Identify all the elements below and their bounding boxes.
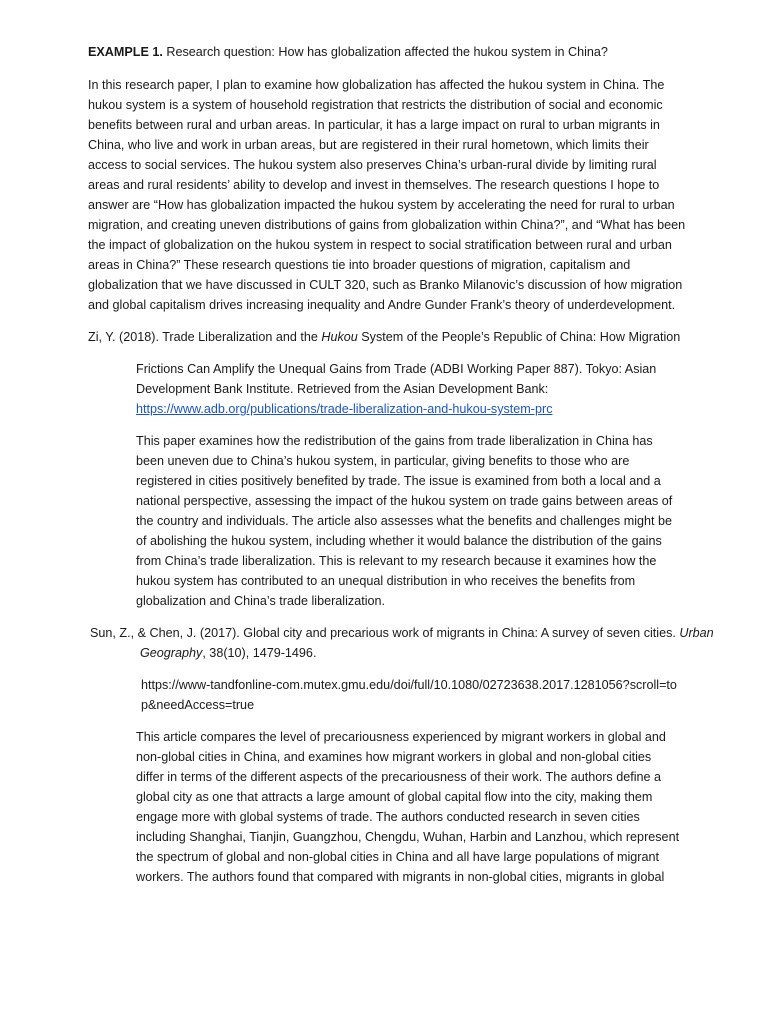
citation-1-continuation: [136, 359, 681, 419]
citation-1-authors: Zi, Y. (2018). Trade Liberalization and the: [88, 330, 322, 344]
citation-2-journal: Urban Geography: [140, 626, 714, 660]
citation-2-url: https://www-tandfonline-com.mutex.gmu.edu/doi/full/10.1080/02723638.2017.1281056?scroll=top&needAccess=true: [141, 678, 677, 712]
example-heading: [88, 42, 688, 62]
citation-2: [90, 623, 740, 663]
document-page: [88, 42, 714, 899]
citation-1-publisher: Frictions Can Amplify the Unequal Gains from Trade (ADBI Working Paper 887). Tokyo: Asian Development Bank Institute. Retrieved from the Asian Development Bank:: [136, 362, 657, 396]
summary-1: This paper examines how the redistribution of the gains from trade liberalization in China has been uneven due to China’s hukou system, in particular, giving benefits to those who are registered in cities positively benefited by trade. The issue is examined from both a local and a national perspective, assessing the impact of the hukou system on trade gains between areas of the country and individuals. The article also assesses what the benefits and challenges might be of abolishing the hukou system, including whether it would balance the distribution of the gains from China’s trade liberalization. This is relevant to my research because it examines how the hukou system has contributed to an unequal distribution in who receives the benefits from globalization and China’s trade liberalization.: [136, 434, 673, 608]
citation-1: [88, 327, 688, 347]
research-question: Research question: How has globalization affected the hukou system in China?: [162, 45, 608, 59]
summary-2: This article compares the level of precariousness experienced by migrant workers in global and non-global cities in China, and examines how migrant workers in global and non-global cities differ in terms of the different aspects of the precariousness of their work. The authors define a global city as one that attracts a large amount of global capital flow into the city, making them engage more with global systems of trade. The authors conducted research in seven cities including Shanghai, Tianjin, Guangzhou, Chengdu, Wuhan, Harbin and Lanzhou, which represent the spectrum of global and non-global cities in China and all have large populations of migrant workers. The authors found that compared with migrants in non-global cities, migrants in global: [136, 730, 680, 884]
citation-1-italic: Hukou: [321, 330, 358, 344]
citation-1-link[interactable]: https://www.adb.org/publications/trade-liberalization-and-hukou-system-prc: [136, 402, 553, 416]
intro-paragraph: In this research paper, I plan to examine how globalization has affected the hukou system in China. The hukou system is a system of household registration that restricts the distribution of social and economic benefits between rural and urban areas. In particular, it has a large impact on rural to urban migrants in China, who live and work in urban areas, but are registered in their rural hometown, which limits their access to social services. The hukou system also preserves China’s urban-rural divide by limiting rural areas and rural residents’ ability to develop and invest in themselves. The research questions I hope to answer are “How has globalization impacted the hukou system by accelerating the need for rural to urban migration, and creating uneven distributions of gains from globalization within China?”, and “What has been the impact of globalization on the hukou system in respect to social stratification between rural and urban areas in China?” These research questions tie into broader questions of migration, capitalism and globalization that we have discussed in CULT 320, such as Branko Milanovic’s discussion of how migration and global capitalism drives increasing inequality and Andre Gunder Frank’s theory of underdevelopment.: [88, 78, 686, 312]
citation-2-authors: Sun, Z., & Chen, J. (2017). Global city and precarious work of migrants in China: A survey of seven cities.: [90, 626, 680, 640]
example-label: EXAMPLE 1.: [88, 45, 163, 59]
citation-2-volume: , 38(10), 1479-1496.: [202, 646, 317, 660]
citation-1-title-end: System of the People’s Republic of China: How Migration: [357, 330, 681, 344]
